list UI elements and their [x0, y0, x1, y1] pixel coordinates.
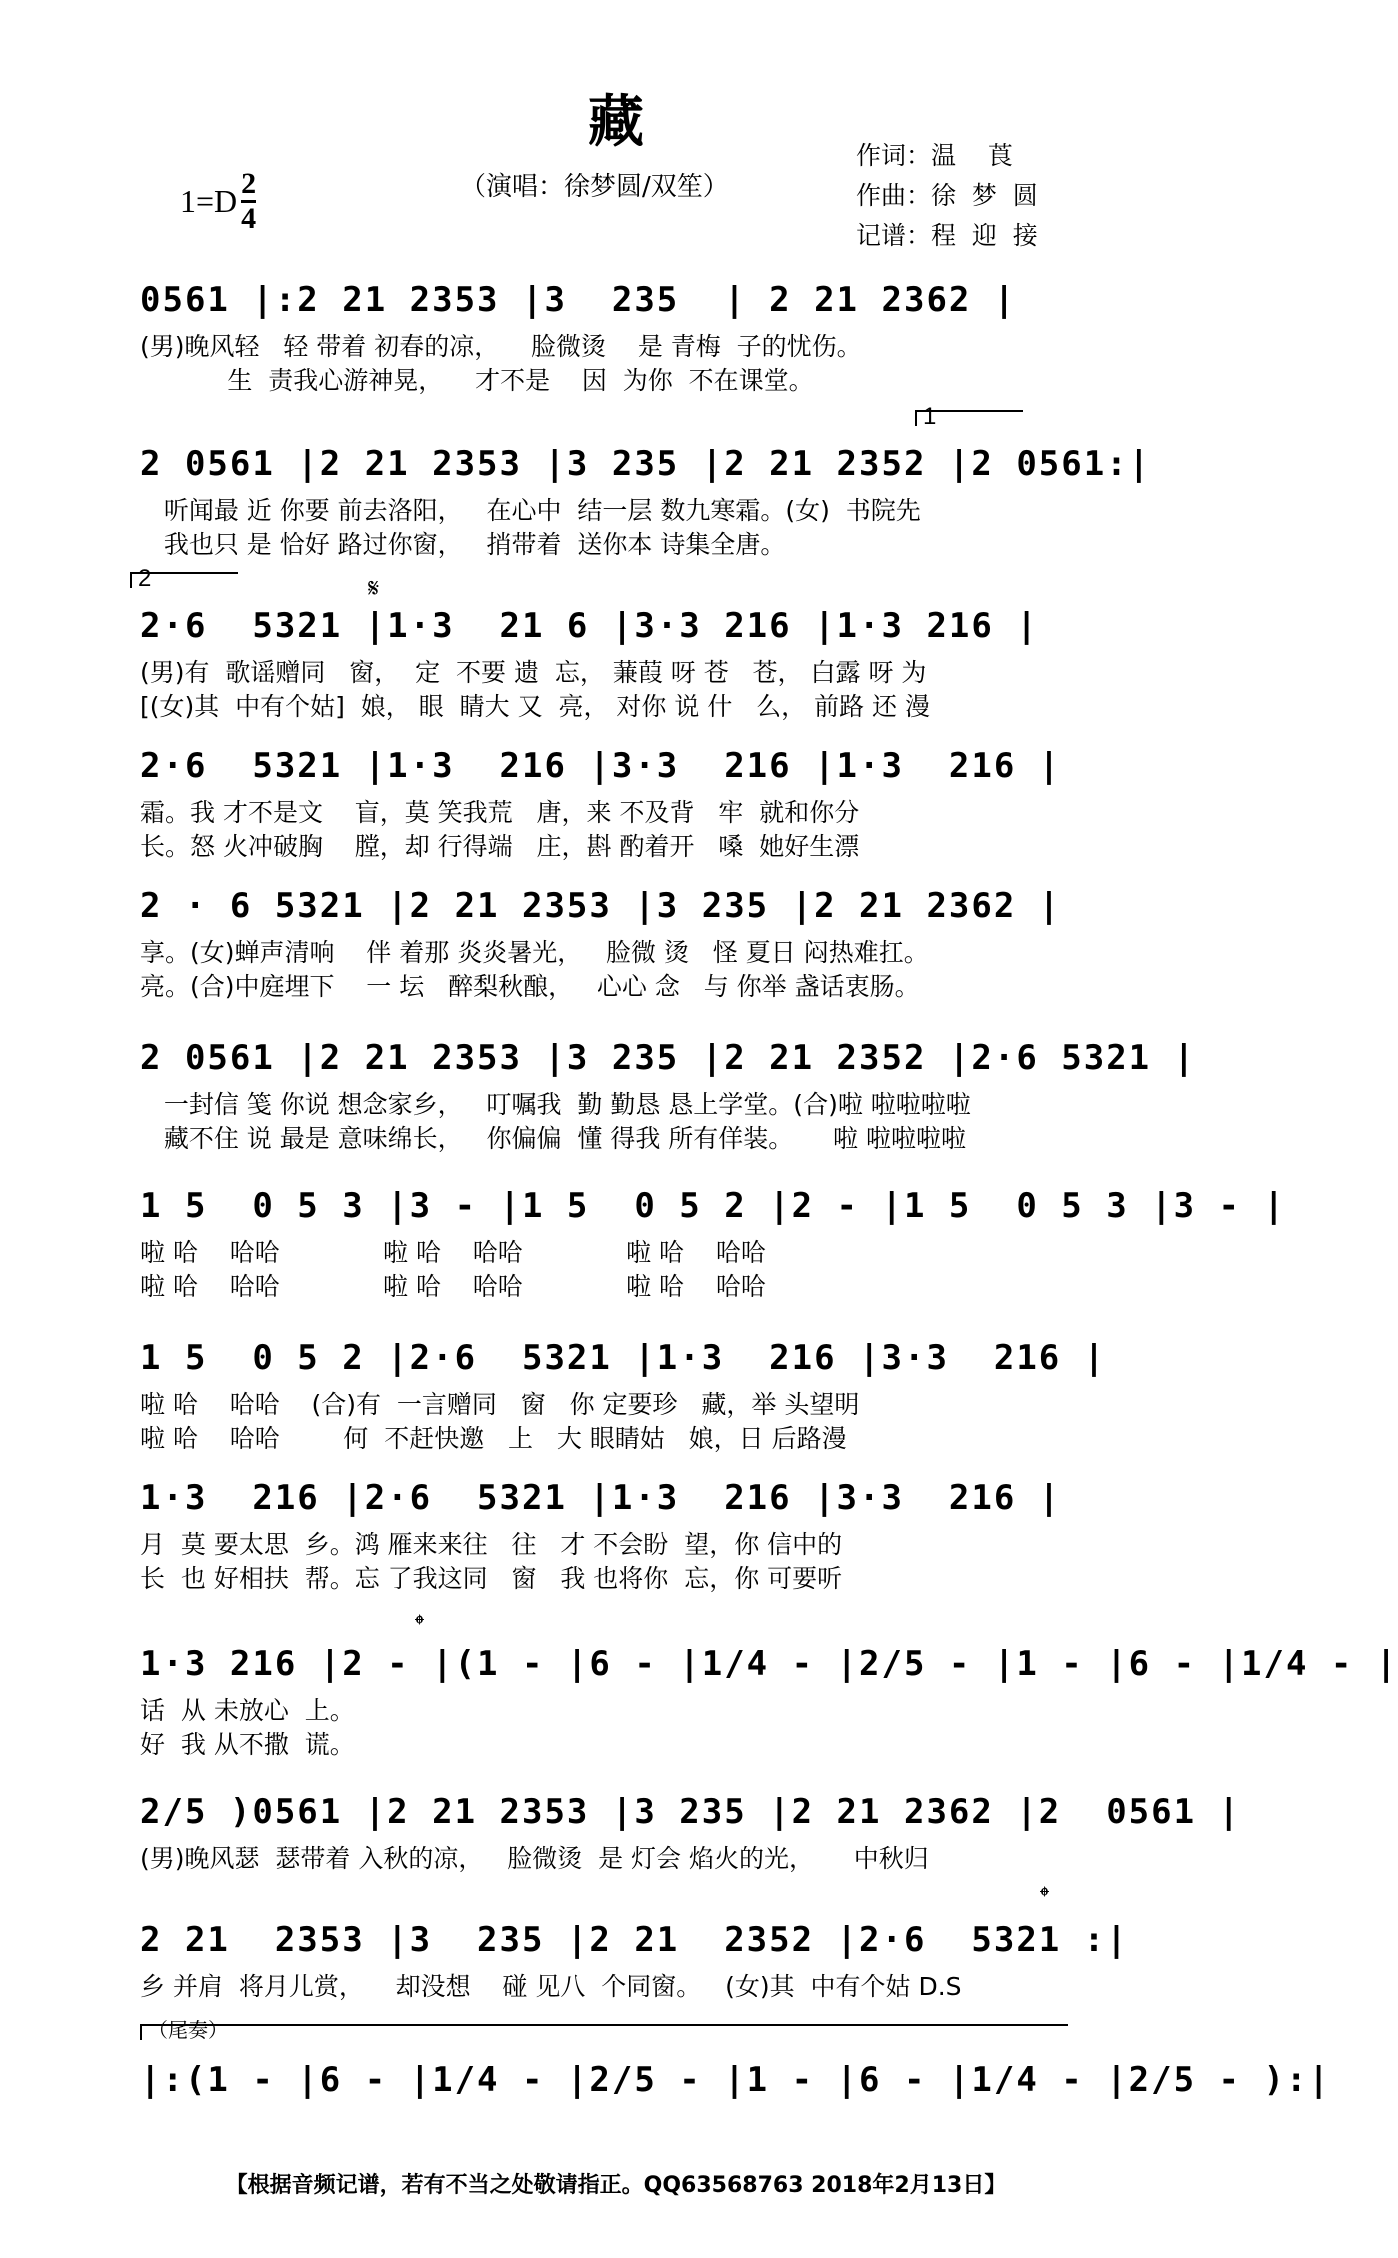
- lyrics-verse-1: 话 从 未放心 上。: [140, 1696, 355, 1725]
- lyrics-verse-2: 生 责我心游神晃， 才不是 因 为你 不在课堂。: [140, 366, 814, 395]
- lyrics-verse-1: 啦 哈 哈哈 (合)有 一言赠同 窗 你 定要珍 藏，举 头望明: [140, 1390, 860, 1419]
- notes-line: 1 5 0 5 3 |3 - |1 5 0 5 2 |2 - |1 5 0 5 3 |3 - |: [140, 1186, 1286, 1226]
- notes-line: 1 5 0 5 2 |2·6 5321 |1·3 216 |3·3 216 |: [140, 1338, 1107, 1378]
- system-1: [140, 272, 1070, 396]
- lyrics-verse-1: (男)晚风轻 轻 带着 初春的凉， 脸微烫 是 青梅 子的忧伤。: [140, 332, 862, 361]
- lyrics-verse-1: 啦 哈 哈哈 啦 哈 哈哈 啦 哈 哈哈: [140, 1238, 766, 1267]
- key-signature: [180, 168, 256, 235]
- notes-line: 2 0561 |2 21 2353 |3 235 |2 21 2352 |2·6 5321 |: [140, 1038, 1197, 1078]
- time-bottom: 4: [241, 202, 257, 235]
- segno-mark: 𝄋: [368, 574, 380, 604]
- credits-block: [856, 136, 1038, 256]
- lyrics-verse-1: 乡 并肩 将月儿赏， 却没想 碰 见八 个同窗。 (女)其 中有个姑 D.S: [140, 1972, 962, 2001]
- system-11: [140, 1784, 1242, 1874]
- notes-line: 0561 |:2 21 2353 |3 235 | 2 21 2362 |: [140, 280, 1017, 320]
- singer-credit: （演唱：徐梦圆/双笙）: [460, 172, 729, 202]
- notes-line: 2 0561 |2 21 2353 |3 235 |2 21 2352 |2 0561:|: [140, 444, 1152, 484]
- notes-line: 1·3 216 |2 - |(1 - |6 - |1/4 - |2/5 - |1 - |6 - |1/4 - |: [140, 1644, 1398, 1684]
- lyrics-verse-2: 啦 哈 哈哈 何 不赶快邀 上 大 眼睛姑 娘，日 后路漫: [140, 1424, 847, 1453]
- notes-line: 2 · 6 5321 |2 21 2353 |3 235 |2 21 2362 |: [140, 886, 1062, 926]
- system-12: [140, 1882, 1129, 2002]
- system-3: [138, 565, 1070, 722]
- lyrics-verse-2: 藏不住 说 最是 意味绵长， 你偏偏 懂 得我 所有佯装。 啦 啦啦啦啦: [140, 1124, 966, 1153]
- lyrics-verse-2: 啦 哈 哈哈 啦 哈 哈哈 啦 哈 哈哈: [140, 1272, 766, 1301]
- lyrics-verse-1: 享。(女)蝉声清响 伴 着那 炎炎暑光， 脸微 烫 怪 夏日 闷热难扛。: [140, 938, 929, 967]
- system-9: [140, 1470, 1070, 1594]
- system-10: [140, 1610, 1398, 1760]
- lyrics-verse-1: 月 莫 要太思 乡。鸿 雁来来往 往 才 不会盼 望，你 信中的: [140, 1530, 843, 1559]
- lyrics-verse-2: [(女)其 中有个姑] 娘， 眼 睛大 又 亮， 对你 说 什 么， 前路 还 漫: [140, 692, 931, 721]
- notes-line: 2/5 )0561 |2 21 2353 |3 235 |2 21 2362 |2 0561 |: [140, 1792, 1242, 1832]
- volta-2-bracket: 2: [130, 572, 238, 588]
- composer-credit: 作曲：徐 梦 圆: [856, 181, 1038, 210]
- volta-1-bracket: 1: [915, 410, 1023, 426]
- transcriber-credit: 记谱：程 迎 接: [856, 221, 1038, 250]
- lyrics-verse-1: (男)有 歌谣赠同 窗， 定 不要 遗 忘， 蒹葭 呀 苍 苍， 白露 呀 为: [140, 658, 927, 687]
- lyrics-verse-1: 霜。我 才不是文 盲，莫 笑我荒 唐，来 不及背 牢 就和你分: [140, 798, 860, 827]
- time-top: 2: [241, 168, 256, 203]
- lyrics-verse-1: 听闻最 近 你要 前去洛阳， 在心中 结一层 数九寒霜。(女) 书院先: [140, 496, 921, 525]
- lyrics-verse-1: 一封信 笺 你说 想念家乡， 叮嘱我 勤 勤恳 恳上学堂。(合)啦 啦啦啦啦: [140, 1090, 971, 1119]
- system-7: [140, 1178, 1286, 1302]
- lyrics-verse-2: 我也只 是 恰好 路过你窗， 捎带着 送你本 诗集全唐。: [140, 530, 786, 559]
- notes-line: 2 21 2353 |3 235 |2 21 2352 |2·6 5321 :|: [140, 1920, 1129, 1960]
- system-5: [140, 878, 1070, 1002]
- notes-line: 2·6 5321 |1·3 21 6 |3·3 216 |1·3 216 |: [140, 606, 1039, 646]
- song-title: 藏: [588, 90, 644, 155]
- lyrics-verse-2: 好 我 从不撒 谎。: [140, 1730, 355, 1759]
- lyricist-credit: 作词：温 莨: [856, 141, 1013, 170]
- coda-mark-2: 𝄌: [1040, 1882, 1049, 1912]
- system-13-outro: [140, 2020, 1331, 2108]
- notes-line: |:(1 - |6 - |1/4 - |2/5 - |1 - |6 - |1/4 - |2/5 - ):|: [140, 2060, 1331, 2100]
- lyrics-verse-2: 长 也 好相扶 帮。忘 了我这同 窗 我 也将你 忘，你 可要听: [140, 1564, 843, 1593]
- notes-line: 2·6 5321 |1·3 216 |3·3 216 |1·3 216 |: [140, 746, 1062, 786]
- coda-mark: 𝄌: [415, 1610, 424, 1640]
- notes-line: 1·3 216 |2·6 5321 |1·3 216 |3·3 216 |: [140, 1478, 1062, 1518]
- system-2: [140, 403, 1152, 560]
- system-8: [140, 1330, 1107, 1454]
- key-label: 1=D: [180, 183, 238, 219]
- system-6: [140, 1030, 1197, 1154]
- time-signature: [241, 168, 256, 235]
- lyrics-verse-2: 亮。(合)中庭埋下 一 坛 醉梨秋酿， 心心 念 与 你举 盏话衷肠。: [140, 972, 920, 1001]
- lyrics-verse-1: (男)晚风瑟 瑟带着 入秋的凉， 脸微烫 是 灯会 焰火的光， 中秋归: [140, 1844, 929, 1873]
- outro-bracket: （尾奏）: [140, 2024, 1068, 2040]
- lyrics-verse-2: 长。怒 火冲破胸 膛，却 行得端 庄，斟 酌着开 嗓 她好生漂: [140, 832, 860, 861]
- system-4: [140, 738, 1070, 862]
- footer-note: 【根据音频记谱，若有不当之处敬请指正。QQ63568763 2018年2月13日】: [225, 2173, 1007, 2198]
